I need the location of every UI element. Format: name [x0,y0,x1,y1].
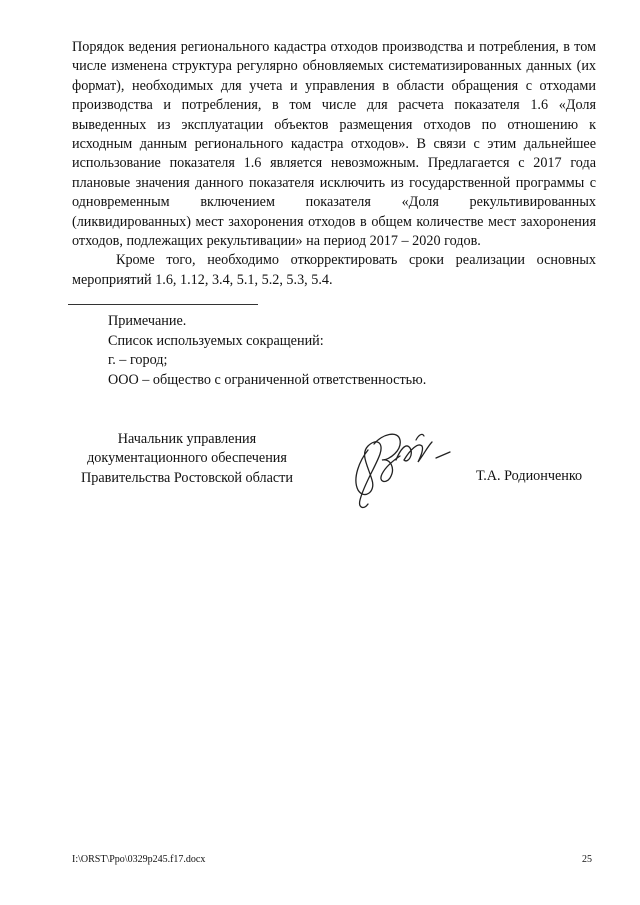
handwritten-signature [338,420,454,512]
position-line: Начальник управления [117,431,257,447]
footnote-separator [68,304,258,305]
footer-file-path: I:\ORST\Ppo\0329p245.f17.docx [72,854,206,865]
document-body [72,38,596,290]
note-title: Примечание. [108,313,187,329]
position-line: документационного обеспечения [87,450,287,467]
paragraph-deadlines: Кроме того, необходимо откорректировать сроки реализации основных мероприятий 1.6, 1.12, 3.4, 5.1, 5.2, 5.3, 5.4. [72,252,596,288]
abbreviation-item: ООО – общество с ограниченной ответственностью. [108,371,427,388]
position-line: Правительства Ростовской области [81,469,293,486]
paragraph-cadastre: Порядок ведения регионального кадастра отходов производства и потребления, в том числе изменена структура регулярно обновляемых систематизированных данных (их формат), необходимых для учета и управления в области обращения с отходами производства и потребления, в том числе для расчета показателя 1.6 «Доля выведенных из эксплуатации объектов размещения отходов по отношению к исходным данным регионального кадастра отходов». В связи с этим дальнейшее использование показателя 1.6 является невозможным. Предлагается с 2017 года плановые значения данного показателя исключить из государственной программы с одновременным включением показателя «Доля рекультивированных (ликвидированных) мест захоронения отходов в общем количестве мест захоронения отходов, подлежащих рекультивации» на период 2017 – 2020 годов. [72,39,596,250]
signer-name: Т.А. Родионченко [476,468,583,484]
abbreviations-heading: Список используемых сокращений: [108,332,324,349]
signatory-position [62,430,312,488]
abbreviation-item: г. – город; [108,352,168,369]
page-number: 25 [582,854,592,865]
note-block [108,312,426,390]
